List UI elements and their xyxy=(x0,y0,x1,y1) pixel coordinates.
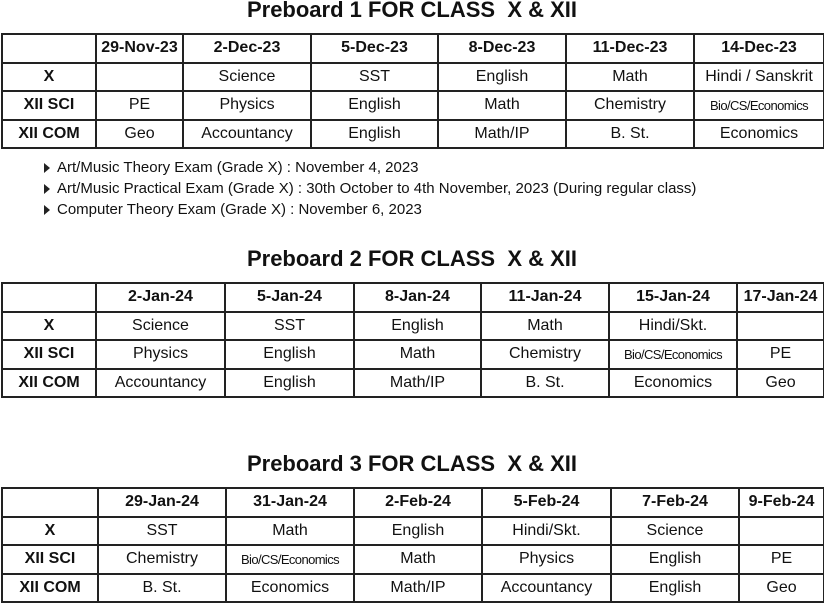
date-header: 5-Feb-24 xyxy=(482,488,611,517)
date-header: 17-Jan-24 xyxy=(737,283,824,312)
class-label: XII COM xyxy=(2,369,96,398)
triangle-bullet-icon xyxy=(44,163,50,173)
subject-cell: B. St. xyxy=(481,369,609,398)
subject-cell: Chemistry xyxy=(98,545,226,574)
subject-cell: Geo xyxy=(737,369,824,398)
triangle-bullet-icon xyxy=(44,205,50,215)
subject-cell: Chemistry xyxy=(566,91,694,120)
subject-cell: Hindi/Skt. xyxy=(482,517,611,546)
date-header: 8-Jan-24 xyxy=(354,283,481,312)
table-header-row xyxy=(2,283,824,312)
preboard-2-title: Preboard 2 FOR CLASS X & XII xyxy=(246,246,578,271)
table-row xyxy=(2,63,824,92)
class-label: X xyxy=(2,312,96,341)
date-header: 14-Dec-23 xyxy=(694,34,824,63)
subject-cell: Math xyxy=(354,545,482,574)
subject-cell: Science xyxy=(611,517,739,546)
subject-cell: SST xyxy=(98,517,226,546)
table-row xyxy=(2,574,824,603)
subject-cell: English xyxy=(311,120,438,149)
corner-cell xyxy=(2,283,96,312)
date-header: 29-Jan-24 xyxy=(98,488,226,517)
date-header: 5-Dec-23 xyxy=(311,34,438,63)
subject-cell: Geo xyxy=(739,574,824,603)
subject-cell: Math/IP xyxy=(438,120,566,149)
subject-cell: Math/IP xyxy=(354,369,481,398)
date-header: 2-Dec-23 xyxy=(183,34,311,63)
subject-cell xyxy=(96,63,183,92)
corner-cell xyxy=(2,34,96,63)
date-header: 11-Dec-23 xyxy=(566,34,694,63)
subject-cell: SST xyxy=(311,63,438,92)
subject-cell: Economics xyxy=(694,120,824,149)
note-item xyxy=(44,199,696,220)
date-header: 29-Nov-23 xyxy=(96,34,183,63)
subject-cell: B. St. xyxy=(98,574,226,603)
triangle-bullet-icon xyxy=(44,184,50,194)
subject-cell: Bio/CS/Economics xyxy=(609,340,737,369)
subject-cell: Economics xyxy=(226,574,354,603)
date-header: 11-Jan-24 xyxy=(481,283,609,312)
subject-cell: Accountancy xyxy=(96,369,225,398)
subject-cell: Science xyxy=(183,63,311,92)
class-label: XII COM xyxy=(2,574,98,603)
subject-cell: PE xyxy=(96,91,183,120)
class-label: X xyxy=(2,517,98,546)
table-header-row xyxy=(2,34,824,63)
date-header: 31-Jan-24 xyxy=(226,488,354,517)
date-header: 9-Feb-24 xyxy=(739,488,824,517)
preboard-3-table xyxy=(1,487,824,603)
date-header: 8-Dec-23 xyxy=(438,34,566,63)
corner-cell xyxy=(2,488,98,517)
subject-cell: B. St. xyxy=(566,120,694,149)
subject-cell: PE xyxy=(737,340,824,369)
date-header: 5-Jan-24 xyxy=(225,283,354,312)
subject-cell: Math xyxy=(354,340,481,369)
note-item xyxy=(44,178,696,199)
preboard-1-table xyxy=(1,33,824,149)
subject-cell: Physics xyxy=(183,91,311,120)
subject-cell: Hindi / Sanskrit xyxy=(694,63,824,92)
date-header: 2-Feb-24 xyxy=(354,488,482,517)
preboard-3-title: Preboard 3 FOR CLASS X & XII xyxy=(246,451,578,476)
subject-cell: English xyxy=(611,545,739,574)
subject-cell: English xyxy=(354,517,482,546)
subject-cell: English xyxy=(225,340,354,369)
subject-cell: English xyxy=(611,574,739,603)
subject-cell: Economics xyxy=(609,369,737,398)
note-text: Computer Theory Exam (Grade X) : November 6, 2023 xyxy=(57,201,422,218)
subject-cell: Geo xyxy=(96,120,183,149)
subject-cell: PE xyxy=(739,545,824,574)
class-label: XII SCI xyxy=(2,91,96,120)
subject-cell: English xyxy=(311,91,438,120)
table-header-row xyxy=(2,488,824,517)
subject-cell: English xyxy=(438,63,566,92)
table-row xyxy=(2,545,824,574)
subject-cell: Physics xyxy=(96,340,225,369)
table-row xyxy=(2,517,824,546)
class-label: XII COM xyxy=(2,120,96,149)
subject-cell: English xyxy=(225,369,354,398)
subject-cell: Hindi/Skt. xyxy=(609,312,737,341)
subject-cell: Math xyxy=(566,63,694,92)
subject-cell: Accountancy xyxy=(183,120,311,149)
table-row xyxy=(2,120,824,149)
subject-cell xyxy=(739,517,824,546)
exam-notes-list xyxy=(44,157,696,220)
note-text: Art/Music Practical Exam (Grade X) : 30th October to 4th November, 2023 (During regular class) xyxy=(57,180,697,197)
class-label: X xyxy=(2,63,96,92)
subject-cell: Bio/CS/Economics xyxy=(694,91,824,120)
subject-cell: Chemistry xyxy=(481,340,609,369)
subject-cell: English xyxy=(354,312,481,341)
preboard-1-title: Preboard 1 FOR CLASS X & XII xyxy=(246,0,578,22)
date-header: 7-Feb-24 xyxy=(611,488,739,517)
date-header: 2-Jan-24 xyxy=(96,283,225,312)
preboard-2-table xyxy=(1,282,824,398)
subject-cell: Physics xyxy=(482,545,611,574)
date-header: 15-Jan-24 xyxy=(609,283,737,312)
table-row xyxy=(2,91,824,120)
subject-cell: Accountancy xyxy=(482,574,611,603)
note-item xyxy=(44,157,696,178)
class-label: XII SCI xyxy=(2,340,96,369)
subject-cell xyxy=(737,312,824,341)
subject-cell: Bio/CS/Economics xyxy=(226,545,354,574)
note-text: Art/Music Theory Exam (Grade X) : November 4, 2023 xyxy=(57,159,419,176)
subject-cell: Science xyxy=(96,312,225,341)
subject-cell: Math xyxy=(226,517,354,546)
class-label: XII SCI xyxy=(2,545,98,574)
subject-cell: Math xyxy=(438,91,566,120)
subject-cell: Math/IP xyxy=(354,574,482,603)
table-row xyxy=(2,312,824,341)
subject-cell: SST xyxy=(225,312,354,341)
table-row xyxy=(2,369,824,398)
table-row xyxy=(2,340,824,369)
subject-cell: Math xyxy=(481,312,609,341)
